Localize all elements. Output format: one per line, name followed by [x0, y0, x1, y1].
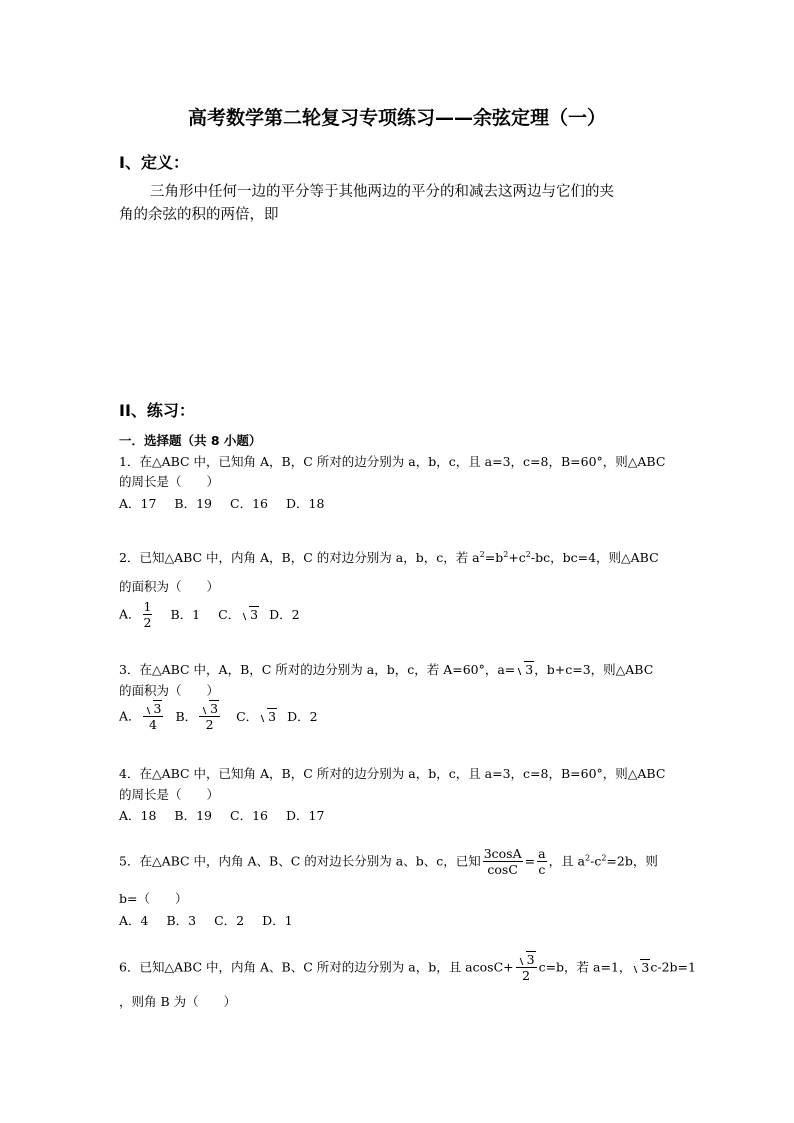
q3-option-b: B． — [175, 708, 198, 724]
q2-option-d: D．2 — [269, 606, 300, 622]
question-5-options — [119, 911, 307, 929]
question-3-options: A． $\frac{3}{4}$ B． $\frac{3}{2}$ C． 3 D．2 — [119, 701, 318, 732]
q3-option-a: A． — [119, 708, 141, 724]
q1-option-c: C．16 — [230, 496, 268, 511]
question-1-line1: 1．在△ABC 中，已知角 A，B，C 所对的边分别为 a，b，c，且 a=3，c=8，B=60°，则△ABC — [119, 454, 666, 469]
definition-text-line1: 三角形中任何一边的平分等于其他两边的平分的和减去这两边与它们的夹 — [150, 184, 614, 200]
question-4-line2: 的周长是（ ） — [119, 787, 220, 802]
question-4-options — [119, 806, 338, 824]
q1-option-d: D．18 — [285, 496, 325, 511]
question-6-line2: ，则角 B 为（ ） — [119, 994, 237, 1009]
q2-option-b: B．1 — [170, 606, 201, 622]
page-title: 高考数学第二轮复习专项练习——余弦定理（一） — [187, 107, 606, 129]
q3-option-c: C． — [236, 708, 259, 724]
definition-text-line2: 角的余弦的积的两倍，即 — [119, 207, 279, 223]
section-definition-heading: I、定义： — [119, 153, 189, 172]
question-5-line1: 5．在△ABC 中，内角 A、B、C 的对边长分别为 a、b、c，已知 $\frac{3\cos A}{\cos C}$ = $\frac{a}{c}$ ，且 $a^2-c^2=2b$，则 — [119, 846, 658, 877]
q2-option-c: C． — [218, 606, 241, 622]
q2-option-a-fraction: $\frac{1}{2}$ — [143, 599, 152, 630]
q3-option-d: D．2 — [287, 708, 318, 724]
q5-option-b: B．3 — [166, 913, 197, 928]
question-5-line2: b=（ ） — [119, 891, 188, 906]
q5-option-d: D．1 — [262, 913, 293, 928]
q4-option-d: D．17 — [285, 808, 325, 823]
q5-option-a: A．4 — [119, 913, 149, 928]
q5-fraction-2: $\frac{a}{c}$ — [538, 846, 546, 877]
q4-option-a: A．18 — [119, 808, 157, 823]
choice-question-heading: 一．选择题（共 8 小题） — [119, 433, 262, 448]
q5-fraction-1: $\frac{3\cos A}{\cos C}$ — [483, 846, 522, 877]
question-2-line2: 的面积为（ ） — [119, 579, 220, 594]
question-4-line1: 4．在△ABC 中，已知角 A，B，C 所对的边分别为 a，b，c，且 a=3，c=8，B=60°，则△ABC — [119, 766, 666, 781]
q1-option-a: A．17 — [119, 496, 157, 511]
section-exercise-heading: II、练习： — [119, 401, 195, 420]
question-3-line2: 的面积为（ ） — [119, 683, 220, 698]
q2-option-a: A． — [119, 606, 141, 622]
question-1-line2: 的周长是（ ） — [119, 474, 220, 489]
q5-option-c: C．2 — [214, 913, 245, 928]
question-2-line1: 2．已知△ABC 中，内角 A，B，C 的对边分别为 a，b，c，若 $a^2=b^2+c^2-bc$，bc=4，则△ABC — [119, 550, 659, 565]
question-3-line1: 3．在△ABC 中，A，B，C 所对的边分别为 a，b，c，若 A=60°，a= 3，b+c=3，则△ABC — [119, 662, 654, 677]
q4-option-b: B．19 — [174, 808, 213, 823]
q6-fraction: $\frac{3}{2}$ — [516, 952, 537, 984]
q1-option-b: B．19 — [174, 496, 213, 511]
q4-option-c: C．16 — [230, 808, 268, 823]
question-6-line1: 6．已知△ABC 中，内角 A、B、C 所对的边分别为 a，b，且 acosC+ $\frac{3}{2}$ c=b，若 a=1， 3c-2b=1 — [119, 952, 696, 983]
question-1-options — [119, 494, 338, 512]
q3-option-b-fraction: $\frac{3}{2}$ — [199, 701, 220, 733]
question-2-options: A． $\frac{1}{2}$ B．1 C． 3 D．2 — [119, 599, 300, 630]
q3-option-a-fraction: $\frac{3}{4}$ — [143, 701, 164, 733]
